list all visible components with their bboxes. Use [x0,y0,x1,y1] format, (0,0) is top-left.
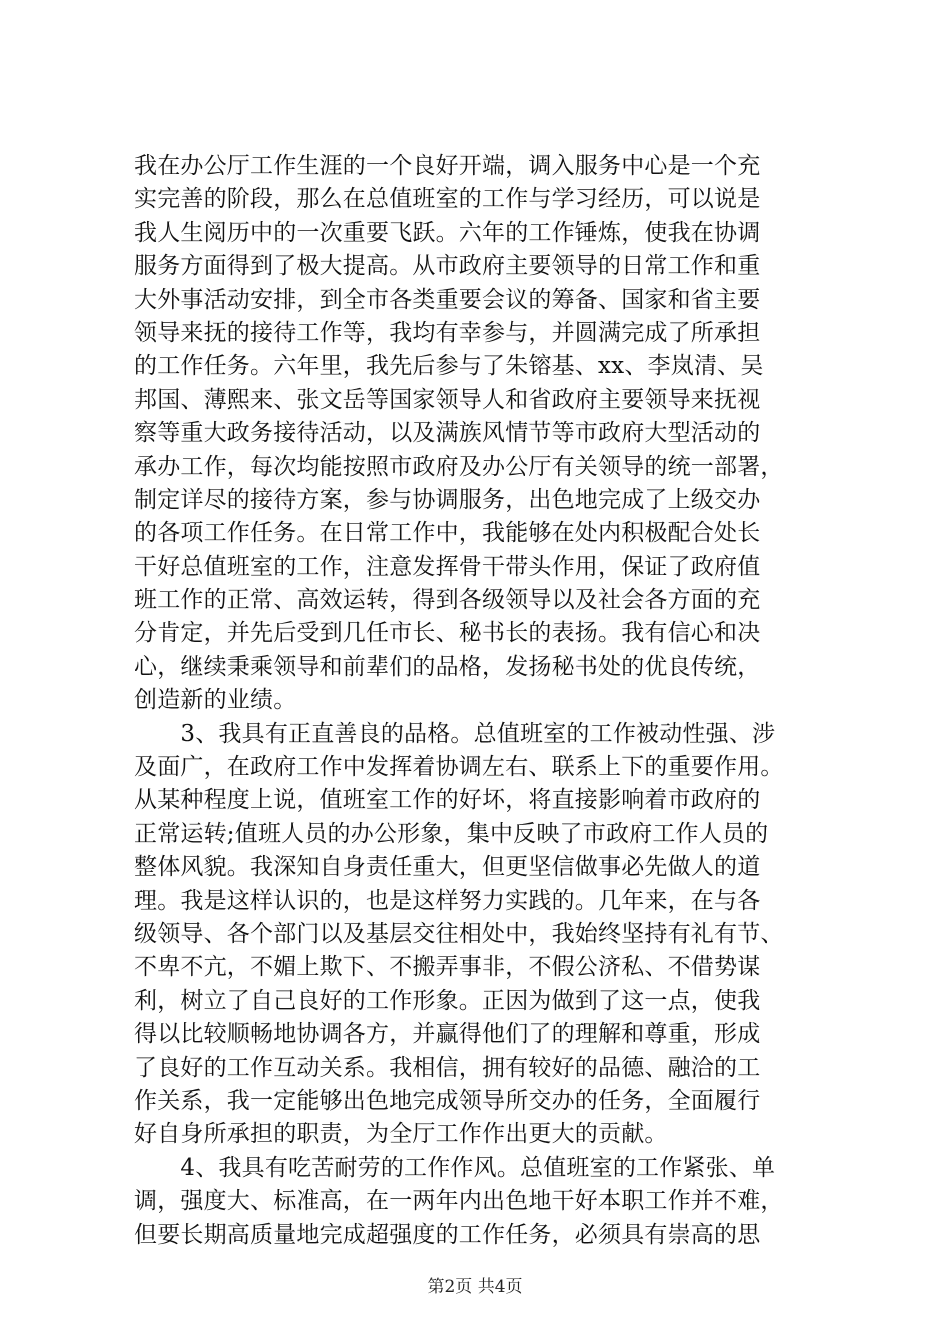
text-line: 级领导、各个部门以及基层交往相处中，我始终坚持有礼有节、 [134,920,784,947]
text-line: 领导来抚的接待工作等，我均有幸参与，并圆满完成了所承担 [134,319,761,346]
text-line: 3、我具有正直善良的品格。总值班室的工作被动性强、涉 [134,720,776,747]
text-line: 分肯定，并先后受到几任市长、秘书长的表扬。我有信心和决 [134,620,761,647]
text-line: 正常运转;值班人员的办公形象，集中反映了市政府工作人员的 [134,820,769,847]
text-line: 调，强度大、标准高，在一两年内出色地干好本职工作并不难， [134,1188,784,1215]
text-line: 作关系，我一定能够出色地完成领导所交办的任务，全面履行 [134,1087,761,1114]
text-line: 从某种程度上说，值班室工作的好坏，将直接影响着市政府的 [134,787,761,814]
text-line: 理。我是这样认识的，也是这样努力实践的。几年来，在与各 [134,887,761,914]
text-line: 得以比较顺畅地协调各方，并赢得他们了的理解和尊重，形成 [134,1021,761,1048]
text-line: 及面广，在政府工作中发挥着协调左右、联系上下的重要作用。 [134,754,784,781]
text-line: 我在办公厅工作生涯的一个良好开端，调入服务中心是一个充 [134,153,761,179]
text-line: 创造新的业绩。 [134,687,297,714]
text-line: 干好总值班室的工作，注意发挥骨干带头作用，保证了政府值 [134,553,761,580]
text-line: 4、我具有吃苦耐劳的工作作风。总值班室的工作紧张、单 [134,1154,776,1181]
text-line: 利，树立了自己良好的工作形象。正因为做到了这一点，使我 [134,987,761,1014]
text-line: 了良好的工作互动关系。我相信，拥有较好的品德、融洽的工 [134,1054,761,1081]
text-line: 服务方面得到了极大提高。从市政府主要领导的日常工作和重 [134,253,761,280]
body-text [134,150,834,1252]
text-line: 好自身所承担的职责，为全厅工作作出更大的贡献。 [134,1121,668,1148]
text-line: 整体风貌。我深知自身责任重大，但更坚信做事必先做人的道 [134,854,761,881]
text-line: 班工作的正常、高效运转，得到各级领导以及社会各方面的充 [134,587,761,614]
text-line: 承办工作，每次均能按照市政府及办公厅有关领导的统一部署， [134,453,784,480]
text-line: 的各项工作任务。在日常工作中，我能够在处内积极配合处长 [134,520,761,547]
text-line: 实完善的阶段，那么在总值班室的工作与学习经历，可以说是 [134,186,761,213]
text-line: 不卑不亢，不媚上欺下、不搬弄事非，不假公济私、不借势谋 [134,954,761,981]
text-line: 心，继续秉乘领导和前辈们的品格，发扬秘书处的优良传统， [134,653,761,680]
text-line: 察等重大政务接待活动，以及满族风情节等市政府大型活动的 [134,420,761,447]
text-line: 制定详尽的接待方案，参与协调服务，出色地完成了上级交办 [134,486,761,513]
text-line: 邦国、薄熙来、张文岳等国家领导人和省政府主要领导来抚视 [134,386,761,413]
text-line: 大外事活动安排，到全市各类重要会议的筹备、国家和省主要 [134,286,761,313]
text-line: 我人生阅历中的一次重要飞跃。六年的工作锤炼，使我在协调 [134,219,761,246]
page-footer: 第2页 共4页 [427,1277,523,1297]
text-line: 的工作任务。六年里，我先后参与了朱镕基、xx、李岚清、吴 [134,353,764,380]
text-line: 但要长期高质量地完成超强度的工作任务，必须具有崇高的思 [134,1221,761,1248]
